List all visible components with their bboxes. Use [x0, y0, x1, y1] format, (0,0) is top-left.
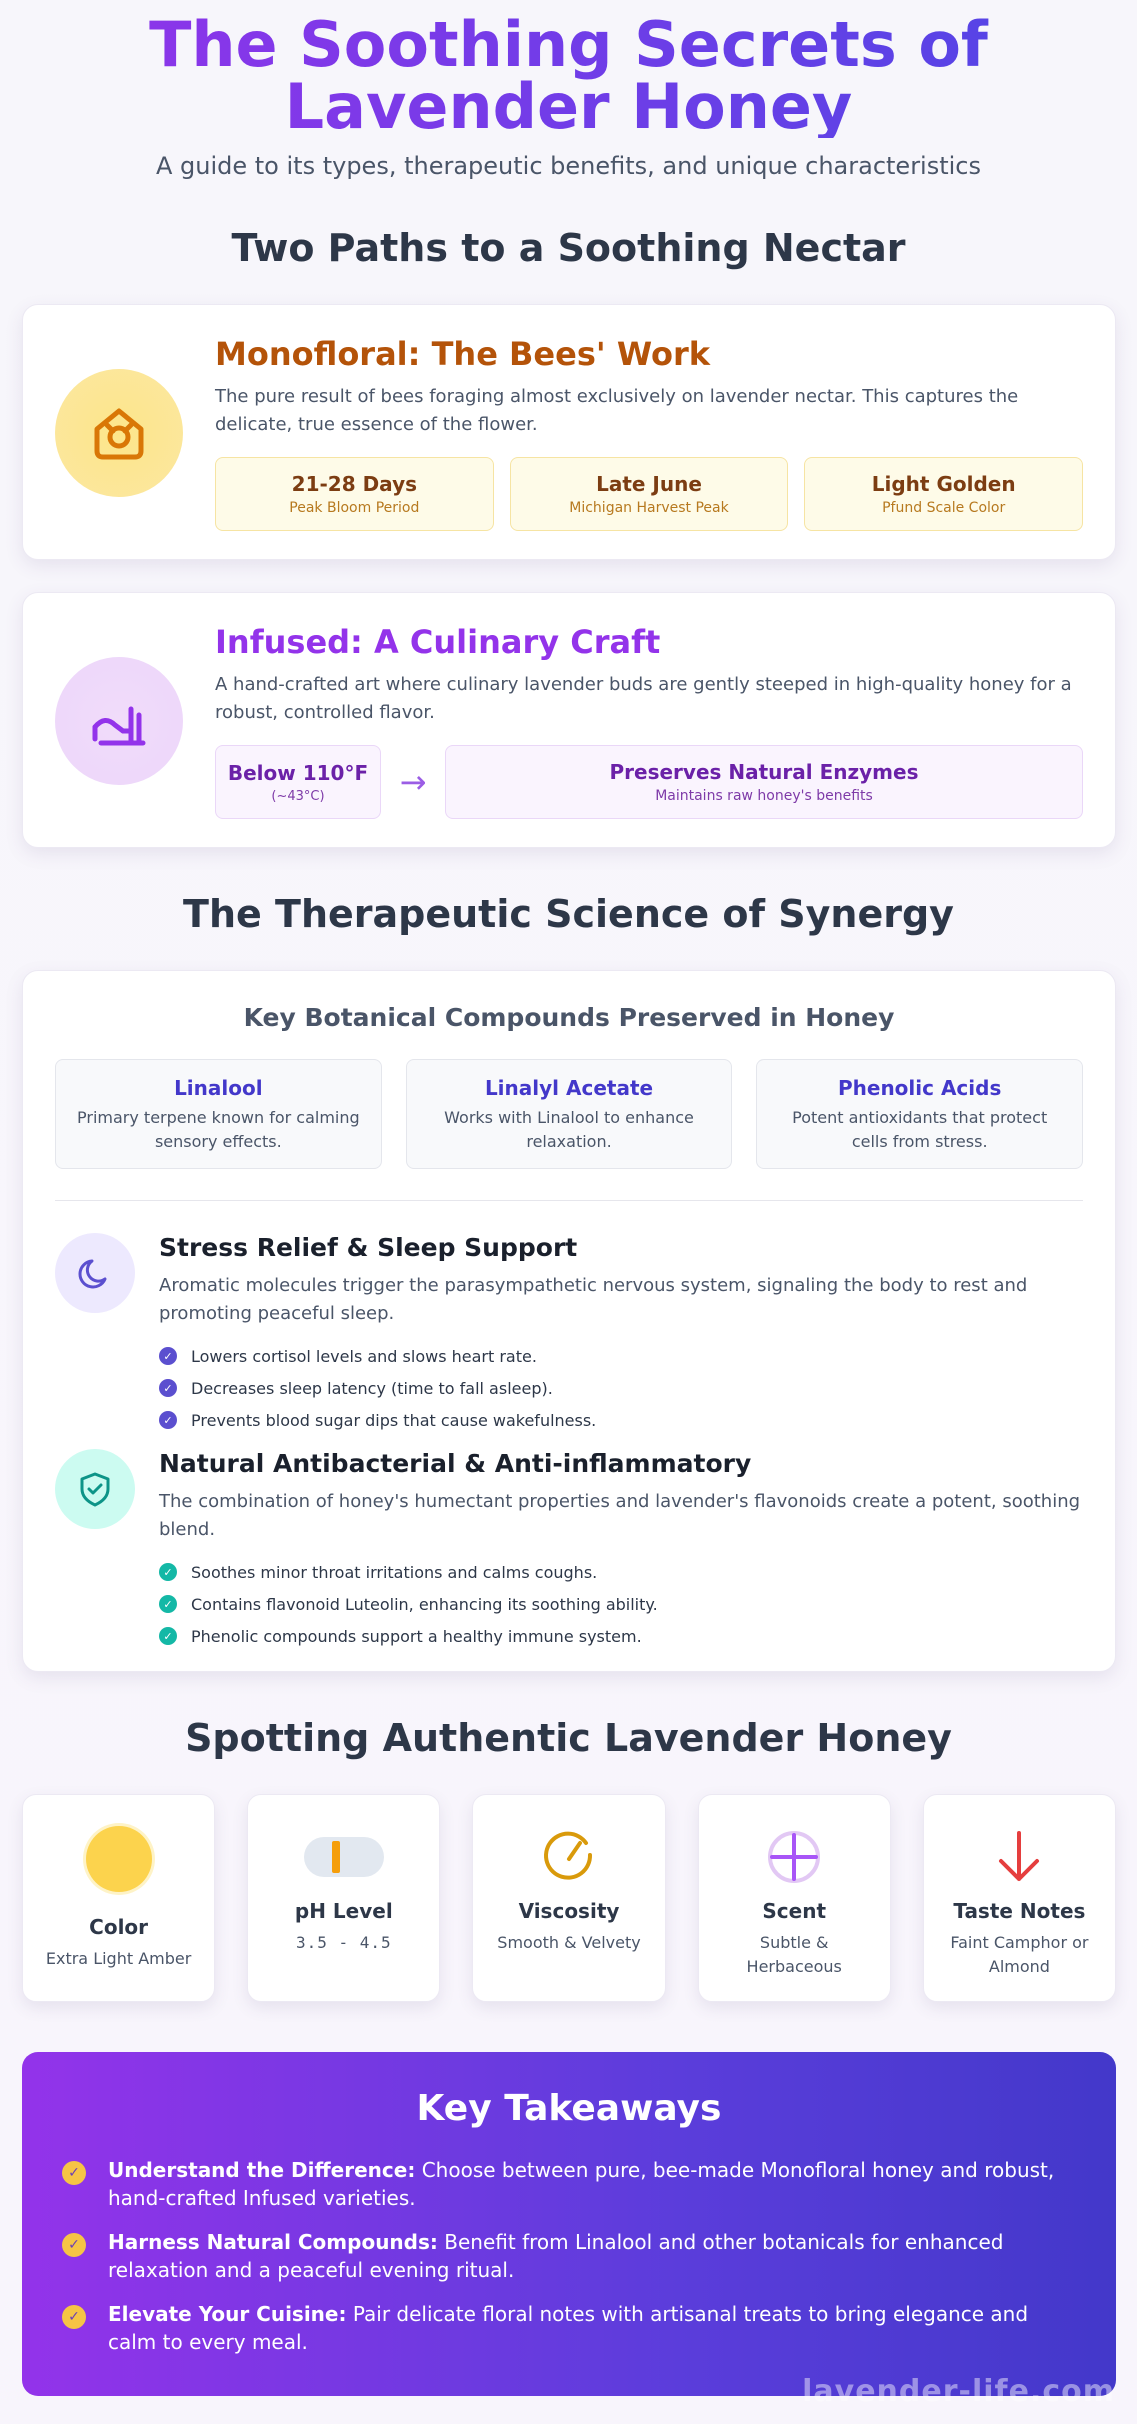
benefit-stress-relief — [55, 1233, 1083, 1436]
color-swatch-icon — [23, 1821, 214, 1897]
takeaway-text — [108, 2228, 1076, 2284]
trait-value: Smooth & Velvety — [497, 1933, 641, 1952]
temperature-box — [215, 745, 381, 819]
takeaways-title: Key Takeaways — [416, 2088, 722, 2129]
infused-process — [215, 745, 1083, 819]
list-item — [159, 1620, 1083, 1652]
arrow-down-icon — [924, 1829, 1115, 1885]
compound-linalyl-acetate — [406, 1059, 733, 1169]
enzyme-value: Preserves Natural Enzymes — [609, 760, 919, 784]
stat-bloom-period — [215, 457, 494, 531]
enzyme-label: Maintains raw honey's benefits — [655, 788, 873, 804]
page-title-line-2: Lavender Honey — [284, 70, 853, 143]
point-text: Contains flavonoid Luteolin, enhancing its soothing ability. — [191, 1594, 658, 1614]
point-text: Prevents blood sugar dips that cause wakefulness. — [191, 1410, 597, 1430]
benefit-body — [159, 1449, 1083, 1652]
takeaway-item — [62, 2156, 1076, 2212]
takeaway-text — [108, 2156, 1076, 2212]
benefit-body — [159, 1233, 1083, 1436]
list-item — [159, 1556, 1083, 1588]
trait-title: Scent — [762, 1899, 827, 1923]
infused-card — [22, 592, 1116, 848]
arrow-right-icon: → — [399, 763, 427, 801]
takeaway-lead: Elevate Your Cuisine: — [108, 2302, 347, 2326]
check-icon: ✓ — [62, 2233, 86, 2257]
check-icon: ✓ — [159, 1379, 177, 1397]
compound-name: Linalool — [174, 1076, 263, 1100]
benefit-description: The combination of honey's humectant properties and lavender's flavonoids create a potent, soothing blend. — [159, 1491, 1081, 1540]
shield-check-icon — [55, 1449, 135, 1529]
trait-value: Faint Camphor or Almond — [950, 1933, 1089, 1976]
trait-title: pH Level — [294, 1899, 393, 1923]
trait-title: Color — [89, 1915, 149, 1939]
enzyme-box — [445, 745, 1083, 819]
monofloral-card — [22, 304, 1116, 560]
science-card — [22, 970, 1116, 1672]
compound-name: Phenolic Acids — [837, 1076, 1002, 1100]
check-icon: ✓ — [159, 1563, 177, 1581]
check-icon: ✓ — [159, 1627, 177, 1645]
check-icon: ✓ — [62, 2305, 86, 2329]
list-item — [159, 1404, 1083, 1436]
benefit-points — [159, 1340, 1083, 1436]
benefit-antibacterial — [55, 1449, 1083, 1652]
trait-value: 3.5 - 4.5 — [295, 1933, 392, 1952]
compound-phenolic-acids — [756, 1059, 1083, 1169]
trait-taste-notes — [923, 1794, 1116, 2002]
check-icon: ✓ — [62, 2161, 86, 2185]
takeaway-lead: Harness Natural Compounds: — [108, 2230, 438, 2254]
compound-description: Works with Linalool to enhance relaxation. — [444, 1108, 694, 1151]
monofloral-description: The pure result of bees foraging almost exclusively on lavender nectar. This captures the delicate, true essence of the flower. — [215, 386, 1019, 435]
page-subtitle: A guide to its types, therapeutic benefits, and unique characteristics — [155, 152, 982, 180]
hand-infusion-icon — [55, 657, 183, 785]
temperature-label: (~43°C) — [271, 788, 325, 804]
point-text: Decreases sleep latency (time to fall asleep). — [191, 1378, 553, 1398]
trait-value: Subtle & Herbaceous — [746, 1933, 842, 1976]
infused-description: A hand-crafted art where culinary lavender buds are gently steeped in high-quality honey for a robust, controlled flavor. — [215, 674, 1072, 723]
list-item — [159, 1340, 1083, 1372]
compound-name: Linalyl Acetate — [484, 1076, 654, 1100]
compound-list — [55, 1059, 1083, 1169]
point-text: Lowers cortisol levels and slows heart rate. — [191, 1346, 537, 1366]
takeaway-body: Benefit from Linalool and other botanicals for enhanced relaxation and a peaceful evening ritual. — [108, 2230, 1004, 2282]
trait-viscosity — [472, 1794, 665, 2002]
temperature-value: Below 110°F — [227, 760, 369, 785]
infused-body — [215, 623, 1083, 819]
list-item — [159, 1372, 1083, 1404]
trait-ph-level — [247, 1794, 440, 2002]
gauge-icon — [473, 1829, 664, 1883]
point-text: Soothes minor throat irritations and calms coughs. — [191, 1562, 598, 1582]
benefit-points — [159, 1556, 1083, 1652]
takeaway-item — [62, 2228, 1076, 2284]
divider — [55, 1200, 1083, 1201]
trait-title: Taste Notes — [953, 1899, 1086, 1923]
stat-label: Pfund Scale Color — [882, 500, 1006, 516]
benefit-title: Stress Relief & Sleep Support — [159, 1233, 578, 1262]
trait-color — [22, 1794, 215, 2002]
compound-description: Primary terpene known for calming sensory effects. — [77, 1108, 360, 1151]
point-text: Phenolic compounds support a healthy immune system. — [191, 1626, 642, 1646]
section-title-authentic: Spotting Authentic Lavender Honey — [185, 1716, 952, 1760]
ph-strip-icon — [248, 1837, 439, 1877]
page-title-line-1: The Soothing Secrets of — [149, 8, 988, 81]
beehive-icon — [55, 369, 183, 497]
list-item — [159, 1588, 1083, 1620]
stat-label: Michigan Harvest Peak — [569, 500, 729, 516]
takeaway-text — [108, 2300, 1076, 2356]
benefit-description: Aromatic molecules trigger the parasympathetic nervous system, signaling the body to rest and promoting peaceful sleep. — [159, 1275, 1028, 1324]
moon-icon — [55, 1233, 135, 1313]
stat-value: Late June — [596, 472, 702, 496]
trait-scent — [698, 1794, 891, 2002]
compounds-title: Key Botanical Compounds Preserved in Honey — [243, 1003, 895, 1032]
page-title — [0, 0, 1137, 143]
infused-title: Infused: A Culinary Craft — [215, 623, 661, 661]
takeaway-item — [62, 2300, 1076, 2356]
monofloral-title: Monofloral: The Bees' Work — [215, 335, 711, 373]
section-title-paths: Two Paths to a Soothing Nectar — [231, 226, 906, 270]
trait-title: Viscosity — [518, 1899, 620, 1923]
check-icon: ✓ — [159, 1595, 177, 1613]
monofloral-stats — [215, 457, 1083, 531]
flower-cross-icon — [699, 1829, 890, 1885]
compound-description: Potent antioxidants that protect cells from stress. — [792, 1108, 1048, 1151]
compound-linalool — [55, 1059, 382, 1169]
takeaway-lead: Understand the Difference: — [108, 2158, 416, 2182]
stat-value: 21-28 Days — [291, 472, 418, 496]
watermark: lavender-life.com — [802, 2374, 1115, 2409]
takeaway-body: Pair delicate floral notes with artisanal treats to bring elegance and calm to every meal. — [108, 2302, 1029, 2354]
takeaway-body: Choose between pure, bee-made Monofloral honey and robust, hand-crafted Infused varieties. — [108, 2158, 1055, 2210]
stat-color — [804, 457, 1083, 531]
trait-value: Extra Light Amber — [45, 1949, 192, 1968]
stat-label: Peak Bloom Period — [289, 500, 420, 516]
benefit-title: Natural Antibacterial & Anti-inflammatory — [159, 1449, 752, 1478]
check-icon: ✓ — [159, 1411, 177, 1429]
section-title-science: The Therapeutic Science of Synergy — [183, 892, 954, 936]
monofloral-body — [215, 335, 1083, 531]
key-takeaways — [22, 2052, 1116, 2396]
authentic-traits — [22, 1794, 1116, 2002]
stat-harvest-peak — [510, 457, 789, 531]
stat-value: Light Golden — [871, 472, 1016, 496]
check-icon: ✓ — [159, 1347, 177, 1365]
